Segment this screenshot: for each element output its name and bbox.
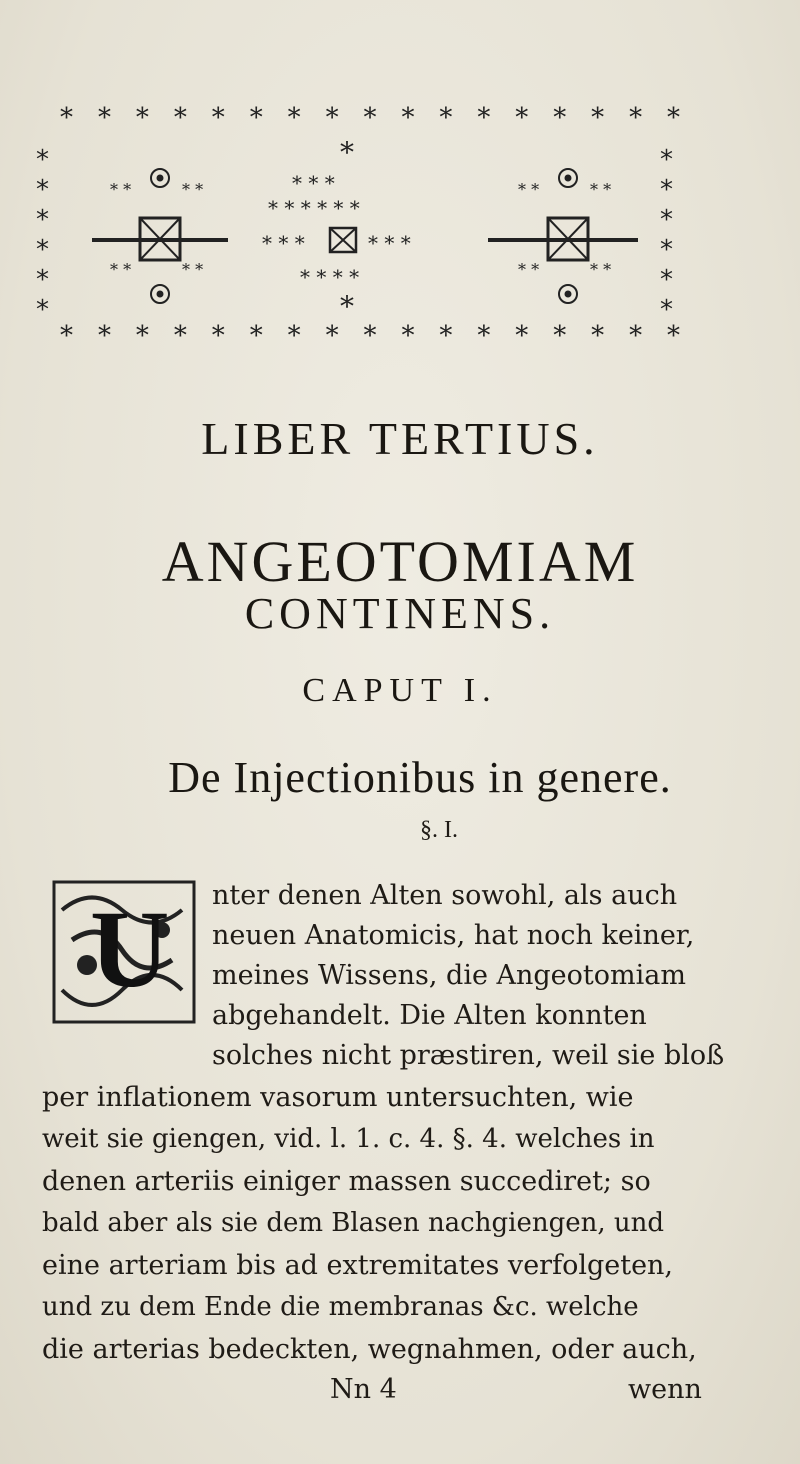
text-line: abgehandelt. Die Alten konnten <box>212 1000 647 1031</box>
star-icon: * <box>667 103 680 133</box>
svg-text:* *: * * <box>182 180 204 199</box>
catchword: wenn <box>628 1374 702 1405</box>
svg-text:*: * <box>660 265 673 295</box>
svg-text:* *: * * <box>590 180 612 199</box>
svg-text:*: * <box>660 205 673 235</box>
star-icon: * <box>325 103 339 133</box>
svg-text:*: * <box>660 175 673 205</box>
svg-text:* *: * * <box>518 180 540 199</box>
star-icon: * <box>249 103 263 133</box>
svg-text:* * * *: * * * * <box>300 265 360 289</box>
ornament-side-stars <box>0 0 800 400</box>
text-line: weit sie giengen, vid. l. 1. c. 4. §. 4. welches in <box>42 1124 655 1154</box>
text-line: und zu dem Ende die membranas &c. welche <box>42 1292 639 1322</box>
star-icon: * <box>287 321 301 351</box>
star-icon: * <box>553 103 567 133</box>
star-icon: * <box>591 321 605 351</box>
star-icon: * <box>401 321 415 351</box>
text-line: solches nicht præstiren, weil sie bloß <box>212 1040 725 1071</box>
star-icon: * <box>325 321 339 351</box>
text-line: denen arteriis einiger massen succediret; so <box>42 1166 651 1197</box>
text-line: neuen Anatomicis, hat noch keiner, <box>212 920 695 951</box>
right-vignette-icon <box>488 169 638 303</box>
star-icon: * <box>363 321 377 351</box>
svg-text:* * *: * * * <box>368 231 411 255</box>
text-line: die arterias bedeckten, wegnahmen, oder auch, <box>42 1334 697 1365</box>
star-icon: * <box>211 321 225 351</box>
star-icon: * <box>477 321 491 351</box>
svg-text:* *: * * <box>590 260 612 279</box>
svg-text:*: * <box>340 136 354 169</box>
star-icon: * <box>477 103 491 133</box>
star-icon: * <box>135 321 149 351</box>
svg-text:* *: * * <box>110 260 132 279</box>
star-icon: * <box>135 103 149 133</box>
center-vignette-icon <box>262 136 411 323</box>
star-icon: * <box>173 103 187 133</box>
book-heading: LIBER TERTIUS. <box>201 413 599 464</box>
svg-text:*: * <box>340 290 354 323</box>
initial-letter: U <box>90 888 170 1010</box>
svg-text:*: * <box>36 235 49 265</box>
svg-text:*: * <box>36 175 49 205</box>
text-line: meines Wissens, die Angeotomiam <box>212 960 686 991</box>
star-icon: * <box>439 321 453 351</box>
left-vignette-icon <box>92 169 228 303</box>
svg-text:* * *: * * * <box>292 171 335 195</box>
svg-text:*: * <box>660 145 673 175</box>
star-icon: * <box>515 103 529 133</box>
text-line: nter denen Alten sowohl, als auch <box>212 880 678 911</box>
star-icon: * <box>173 321 187 351</box>
svg-text:*: * <box>36 205 49 235</box>
star-icon: * <box>97 321 111 351</box>
svg-text:*: * <box>660 295 673 325</box>
star-icon: * <box>667 321 680 351</box>
svg-text:*: * <box>36 265 49 295</box>
star-icon: * <box>629 321 643 351</box>
star-icon: * <box>401 103 415 133</box>
decorated-initial <box>52 880 202 1030</box>
svg-text:* * *: * * * <box>262 231 305 255</box>
text-line: eine arteriam bis ad extremitates verfolgeten, <box>42 1250 674 1281</box>
section-mark: §. I. <box>420 817 458 843</box>
star-icon: * <box>629 103 643 133</box>
star-icon: * <box>60 103 73 133</box>
star-icon: * <box>97 103 111 133</box>
svg-text:* * * * * *: * * * * * * <box>268 196 360 220</box>
star-icon: * <box>553 321 567 351</box>
star-icon: * <box>591 103 605 133</box>
svg-text:*: * <box>660 235 673 265</box>
chapter-title: De Injectionibus in genere. <box>168 753 672 802</box>
star-icon: * <box>60 321 73 351</box>
subtitle: CONTINENS. <box>244 589 556 638</box>
svg-text:* *: * * <box>182 260 204 279</box>
star-icon: * <box>287 103 301 133</box>
star-icon: * <box>363 103 377 133</box>
star-icon: * <box>249 321 263 351</box>
text-line: bald aber als sie dem Blasen nachgiengen, und <box>42 1208 665 1238</box>
page-signature: Nn 4 <box>330 1374 397 1405</box>
svg-text:*: * <box>36 145 49 175</box>
title: ANGEOTOMIAM <box>161 529 639 594</box>
star-icon: * <box>439 103 453 133</box>
svg-text:* *: * * <box>518 260 540 279</box>
text-line: per inflationem vasorum untersuchten, wie <box>42 1082 634 1113</box>
svg-text:*: * <box>36 295 49 325</box>
star-icon: * <box>211 103 225 133</box>
star-icon: * <box>515 321 529 351</box>
chapter-heading: CAPUT I. <box>302 672 498 709</box>
svg-text:* *: * * <box>110 180 132 199</box>
